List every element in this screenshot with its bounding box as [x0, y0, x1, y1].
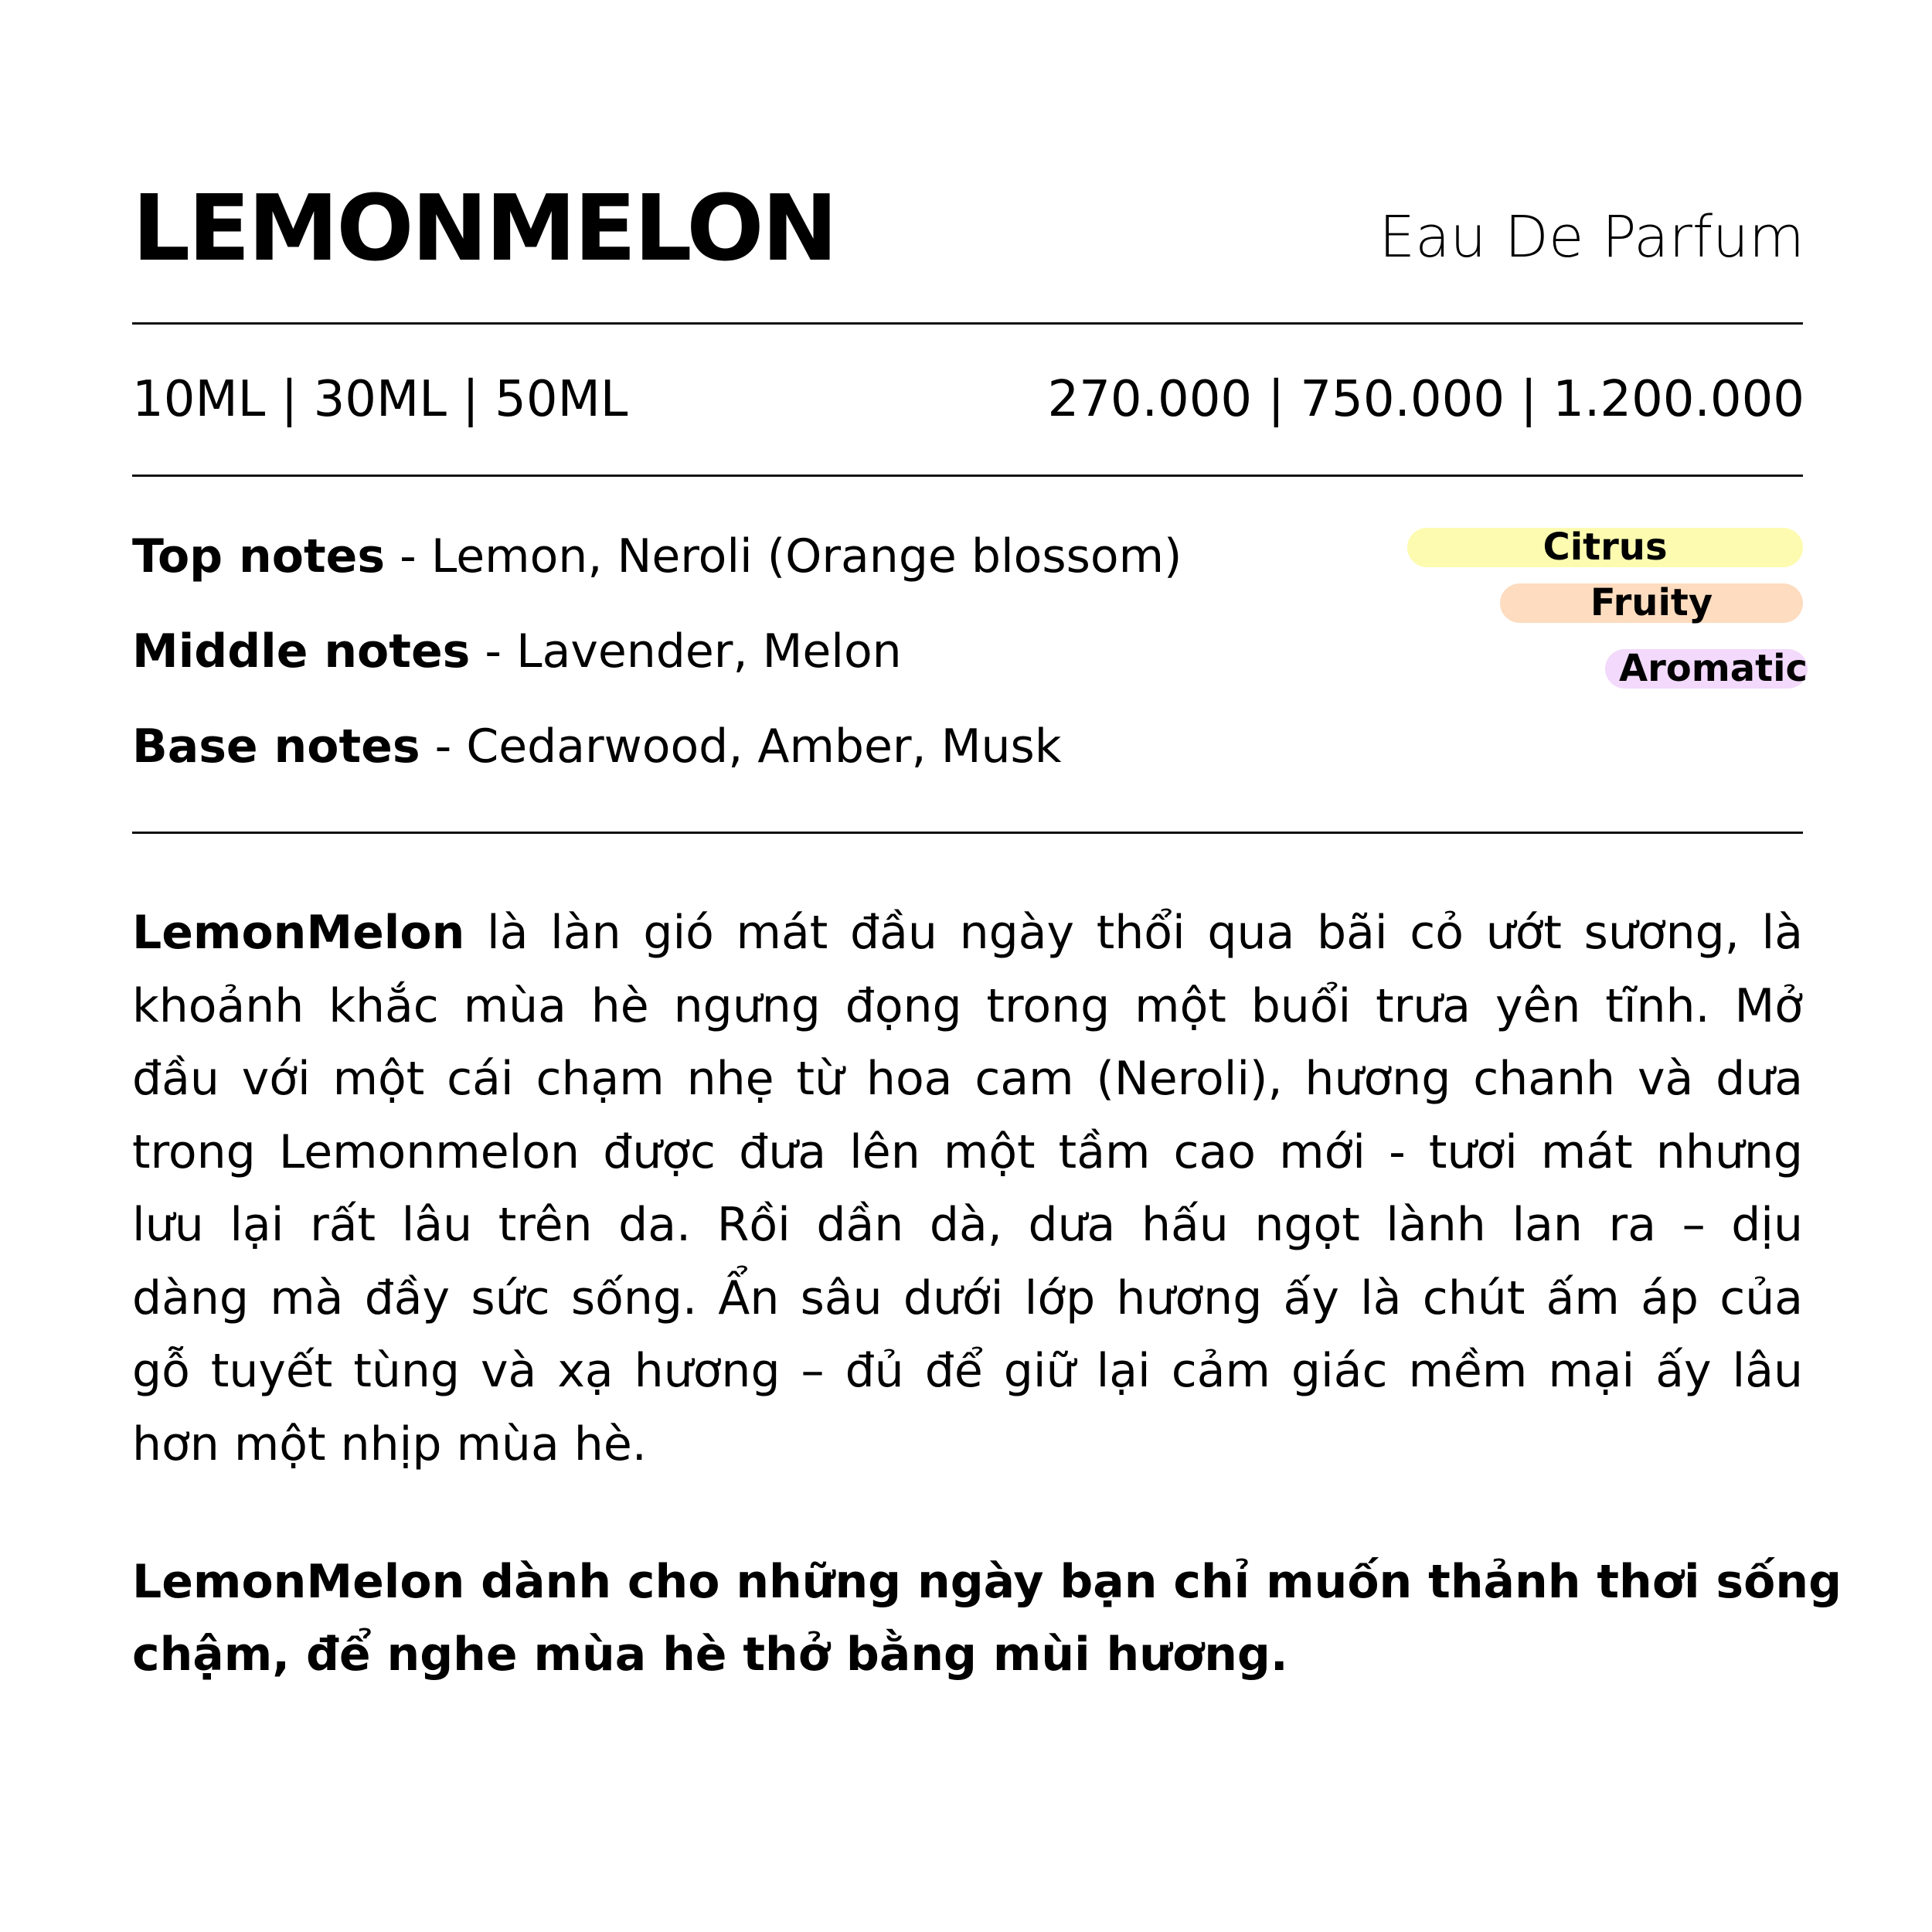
product-type: Eau De Parfum [1379, 204, 1804, 270]
description-line: đầu với một cái chạm nhẹ từ hoa cam (Neroli), hương chanh và dưa [132, 1052, 1803, 1106]
note-label: Top notes [132, 529, 386, 583]
top-notes [132, 529, 1182, 583]
description-line: dàng mà đầy sức sống. Ẩn sâu dưới lớp hương ấy là chút ấm áp của [132, 1270, 1803, 1325]
description-line: LemonMelon là làn gió mát đầu ngày thổi qua bãi cỏ ướt sương, là [132, 906, 1803, 960]
note-value: - Lavender, Melon [470, 624, 902, 679]
middle-notes [132, 624, 902, 679]
divider [132, 474, 1803, 477]
price-list: 270.000 | 750.000 | 1.200.000 [1047, 371, 1804, 428]
tag-citrus: Citrus [1407, 528, 1803, 567]
closing-statement [132, 1546, 1842, 1691]
description-line: trong Lemonmelon được đưa lên một tầm cao mới - tươi mát nhưng [132, 1124, 1803, 1179]
note-value: - Lemon, Neroli (Orange blossom) [385, 529, 1182, 583]
divider [132, 832, 1803, 834]
tag-aromatic: Aromatic [1605, 649, 1808, 689]
size-options: 10ML | 30ML | 50ML [132, 371, 628, 428]
description-line: hơn một nhịp mùa hè. [132, 1417, 647, 1471]
description-lead: LemonMelon [132, 906, 465, 960]
description-line: khoảnh khắc mùa hè ngưng đọng trong một buổi trưa yên tĩnh. Mở [132, 978, 1803, 1033]
closing-line: chậm, để nghe mùa hè thở bằng mùi hương. [132, 1628, 1288, 1682]
base-notes [132, 719, 1062, 774]
note-value: - Cedarwood, Amber, Musk [420, 719, 1062, 774]
closing-line: LemonMelon dành cho những ngày bạn chỉ muốn thảnh thơi sống [132, 1555, 1842, 1609]
note-label: Base notes [132, 719, 420, 774]
description [132, 896, 1803, 1481]
description-line: lưu lại rất lâu trên da. Rồi dần dà, dưa hấu ngọt lành lan ra – dịu [132, 1198, 1803, 1252]
description-line: gỗ tuyết tùng và xạ hương – đủ để giữ lại cảm giác mềm mại ấy lâu [132, 1344, 1803, 1398]
divider [132, 322, 1803, 325]
product-title: LEMONMELON [132, 175, 836, 281]
note-label: Middle notes [132, 624, 471, 679]
tag-fruity: Fruity [1500, 583, 1803, 623]
